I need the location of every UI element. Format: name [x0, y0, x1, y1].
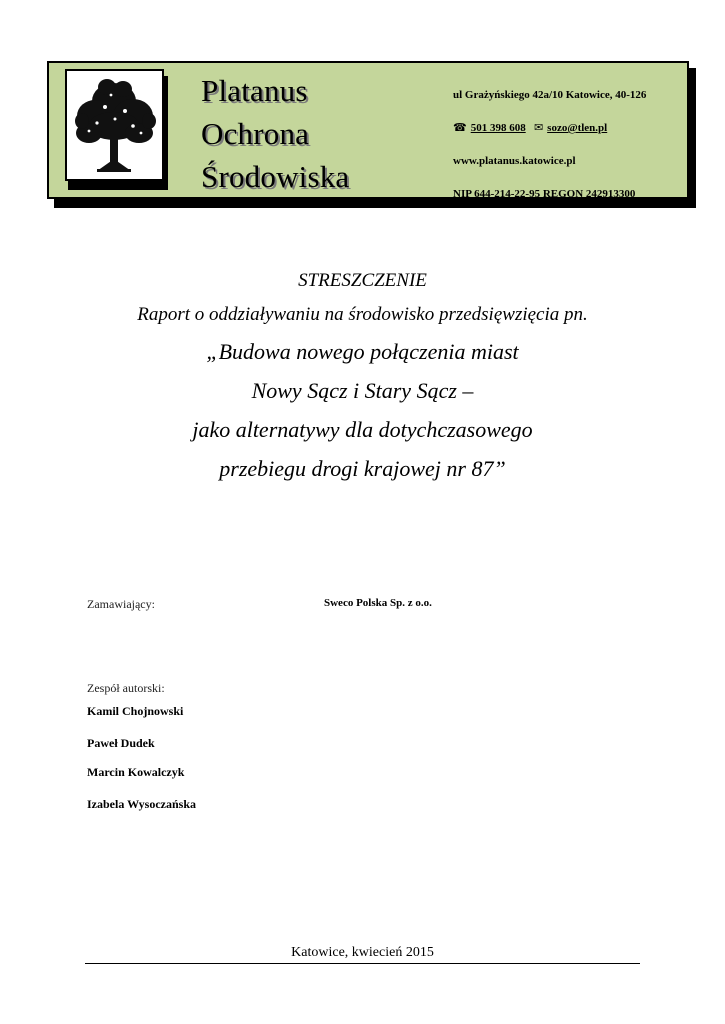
phone-email-row: [453, 112, 646, 145]
project-title-line: „Budowa nowego połączenia miast: [206, 339, 519, 364]
company-name-line: Platanus: [201, 73, 308, 108]
phone-icon: ☎: [453, 122, 467, 134]
phone-link[interactable]: 501 398 608: [470, 122, 526, 134]
header-banner: [47, 61, 689, 199]
company-name-line: Ochrona: [201, 116, 310, 151]
author-name: Paweł Dudek: [87, 736, 155, 750]
author-name: Kamil Chojnowski: [87, 704, 184, 718]
project-title-line: jako alternatywy dla dotychczasowego: [192, 417, 533, 442]
company-name-line: Środowiska: [201, 159, 350, 194]
author-name: Marcin Kowalczyk: [87, 765, 185, 779]
company-name: [201, 69, 349, 198]
email-icon: ✉: [533, 122, 544, 134]
authors-label: Zespół autorski:: [87, 681, 165, 695]
address: ul Grażyńskiego 42a/10 Katowice, 40-126: [453, 89, 647, 101]
contact-info: [453, 79, 646, 211]
place-date: Katowice, kwiecień 2015: [291, 945, 434, 960]
title-block: [0, 264, 725, 488]
client-value: Sweco Polska Sp. z o.o.: [324, 597, 432, 609]
author-name: Izabela Wysoczańska: [87, 797, 197, 811]
footer-divider: [85, 963, 640, 964]
project-title-line: Nowy Sącz i Stary Sącz –: [251, 378, 474, 403]
logo: [65, 69, 164, 181]
client-label: Zamawiający:: [87, 597, 155, 611]
website: www.platanus.katowice.pl: [453, 155, 576, 167]
email-link[interactable]: sozo@tlen.pl: [547, 122, 608, 134]
tree-icon: [67, 71, 162, 179]
project-title-line: przebiegu drogi krajowej nr 87”: [219, 456, 506, 481]
document-heading: STRESZCZENIE: [298, 270, 427, 291]
document-subtitle: Raport o oddziaływaniu na środowisko przedsięwzięcia pn.: [137, 304, 588, 325]
tax-ids: NIP 644-214-22-95 REGON 242913300: [453, 188, 636, 200]
